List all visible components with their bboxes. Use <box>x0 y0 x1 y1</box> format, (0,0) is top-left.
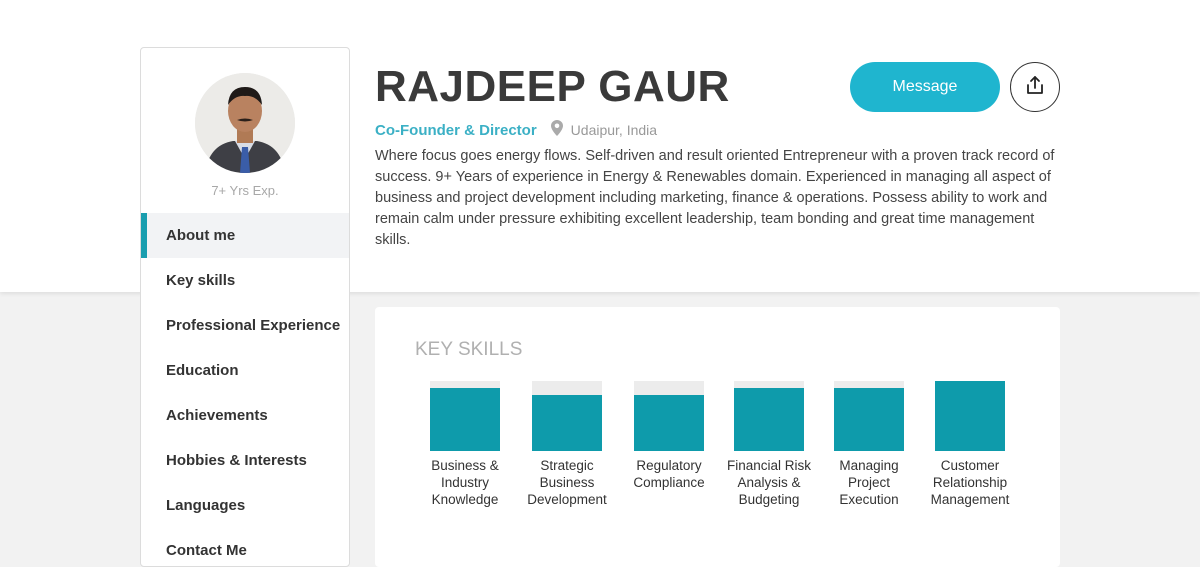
skill-label: Customer Relationship Management <box>930 458 1010 507</box>
message-button[interactable]: Message <box>850 62 1000 112</box>
sidebar-item-key-skills[interactable]: Key skills <box>166 272 236 289</box>
skill-level-bar <box>430 388 500 451</box>
skill-label: Managing Project Execution <box>839 458 899 507</box>
share-button[interactable] <box>1010 62 1060 112</box>
profile-name: RAJDEEP GAUR <box>375 62 730 111</box>
sidebar-item-hobbies-interests[interactable]: Hobbies & Interests <box>166 452 307 469</box>
avatar <box>195 73 295 173</box>
sidebar-nav <box>141 213 349 567</box>
skill-label: Strategic Business Development <box>527 458 607 507</box>
skill-level-track <box>935 381 1005 451</box>
experience-label: 7+ Yrs Exp. <box>211 183 279 198</box>
sidebar-item-about-me[interactable]: About me <box>141 213 349 258</box>
skill-level-bar <box>734 388 804 451</box>
key-skills-card <box>375 307 1060 567</box>
key-skills-heading: KEY SKILLS <box>415 339 523 360</box>
skill-level-bar <box>532 395 602 451</box>
skill-level-bar <box>834 388 904 451</box>
skill-label: Financial Risk Analysis & Budgeting <box>726 458 812 507</box>
skill-label: Business & Industry Knowledge <box>431 458 499 507</box>
location-pin-icon <box>551 120 563 140</box>
sidebar-item-languages[interactable]: Languages <box>166 497 246 514</box>
title-row <box>375 120 657 140</box>
sidebar-item-contact-me[interactable]: Contact Me <box>166 542 247 559</box>
skill-level-track <box>734 381 804 451</box>
skill-level-track <box>532 381 602 451</box>
skill-level-bar <box>634 395 704 451</box>
sidebar-item-achievements[interactable]: Achievements <box>166 407 268 424</box>
sidebar-item-education[interactable]: Education <box>166 362 239 379</box>
skill-level-bar <box>935 381 1005 451</box>
skill-level-track <box>634 381 704 451</box>
profile-sidebar <box>140 47 350 567</box>
profile-role: Co-Founder & Director <box>375 121 537 139</box>
share-icon <box>1025 75 1045 100</box>
skill-level-track <box>834 381 904 451</box>
profile-bio: Where focus goes energy flows. Self-driven and result oriented Entrepreneur with a proven track record of success. 9+ Years of experience in Energy & Renewables domain. Experienced in managing all aspect of business and project development including marketing, finance & operations. Possess ability to work and remain calm under pressure exhibiting excellent leadership, team bonding and great time management skills. <box>375 148 1055 248</box>
skill-level-track <box>430 381 500 451</box>
profile-location: Udaipur, India <box>570 122 658 138</box>
skill-label: Regulatory Compliance <box>633 458 705 490</box>
sidebar-item-professional-experience[interactable]: Professional Experience <box>166 317 341 334</box>
